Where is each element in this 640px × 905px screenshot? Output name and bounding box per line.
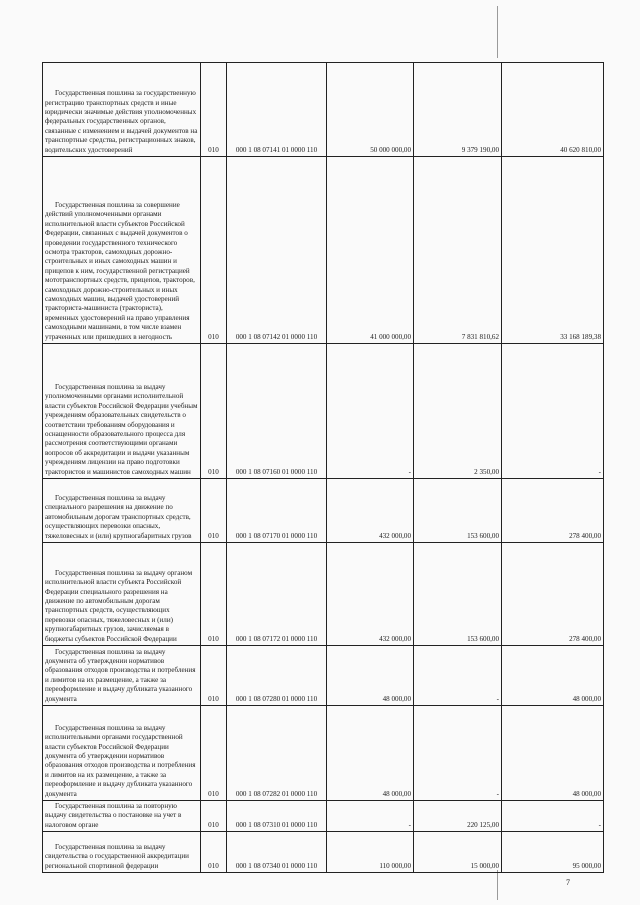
revenue-name: Государственная пошлина за повторную выдачу свидетельства о постановке на учет в налоговом органе: [45, 801, 182, 829]
revenue-code-cell: 000 1 08 07282 01 0000 110: [227, 706, 327, 801]
table-row: [43, 801, 604, 832]
table-row: [43, 157, 604, 344]
approved-amount-cell: -: [327, 801, 414, 832]
revenue-code-cell: 000 1 08 07142 01 0000 110: [227, 157, 327, 344]
table-row: [43, 63, 604, 157]
revenue-name-cell: [43, 801, 201, 832]
unexecuted-amount-cell: 95 000,00: [502, 832, 604, 873]
scan-artifact-line: [497, 870, 498, 900]
revenue-name: Государственная пошлина за выдачу документа об утверждении нормативов образования отходов производства и потребления и лимитов на их размещение, а также за переоформление и выдачу дубликата указанного документа: [45, 647, 196, 703]
table-row: [43, 344, 604, 479]
revenue-code-cell: 000 1 08 07172 01 0000 110: [227, 543, 327, 646]
executed-amount-cell: 153 600,00: [414, 543, 502, 646]
line-code-cell: 010: [201, 157, 227, 344]
approved-amount-cell: 41 000 000,00: [327, 157, 414, 344]
line-code-cell: 010: [201, 646, 227, 706]
executed-amount-cell: 153 600,00: [414, 479, 502, 543]
revenue-name: Государственная пошлина за выдачу исполнительными органами государственной власти субъектов Российской Федерации документа об утверждении нормативов образования отходов производства и потребления и лимитов на их размещение, а также за переоформление и выдачу дубликата указанного документа: [45, 723, 196, 798]
revenue-name: Государственная пошлина за выдачу органом исполнительной власти субъекта Российской Федерации специального разрешения на движение по автомобильным дорогам транспортных средств, осуществляющих перевозки опасных, тяжеловесных и (или) крупногабаритных грузов, зачисляемая в бюджеты субъектов Российской Федерации: [45, 568, 193, 643]
revenue-name: Государственная пошлина за государственную регистрацию транспортных средств и иные юридически значимые действия уполномоченных федеральных государственных органов, связанные с изменением и выдачей документов на транспортные средства, регистрационных знаков, водительских удостоверений: [45, 89, 198, 154]
executed-amount-cell: 15 000,00: [414, 832, 502, 873]
revenue-name-cell: [43, 646, 201, 706]
executed-amount-cell: 220 125,00: [414, 801, 502, 832]
page-number: 7: [566, 878, 570, 887]
revenue-code-cell: 000 1 08 07141 01 0000 110: [227, 63, 327, 157]
revenue-name-cell: [43, 157, 201, 344]
approved-amount-cell: -: [327, 344, 414, 479]
executed-amount-cell: -: [414, 646, 502, 706]
line-code-cell: 010: [201, 801, 227, 832]
revenue-code-cell: 000 1 08 07310 01 0000 110: [227, 801, 327, 832]
executed-amount-cell: 2 350,00: [414, 344, 502, 479]
unexecuted-amount-cell: 48 000,00: [502, 646, 604, 706]
revenue-name: Государственная пошлина за совершение действий уполномоченными органами исполнительной власти субъектов Российской Федерации, связанных с выдачей документов о проведении государственного технического осмотра тракторов, самоходных дорожно-строительных и иных самоходных машин и прицепов к ним, государственной регистрацией мототранспортных средств, прицепов, тракторов, самоходных дорожно-строительных и иных самоходных машин, выдачей удостоверений тракториста-машиниста (тракториста), временных удостоверений на право управления самоходными машинами, в том числе взамен утраченных или пришедших в негодность: [45, 200, 195, 341]
line-code-cell: 010: [201, 479, 227, 543]
approved-amount-cell: 432 000,00: [327, 543, 414, 646]
line-code-cell: 010: [201, 63, 227, 157]
revenue-name: Государственная пошлина за выдачу специального разрешения на движение по автомобильным дорогам транспортных средств, осуществляющих перевозки опасных, тяжеловесных и (или) крупногабаритных грузов: [45, 493, 192, 540]
executed-amount-cell: 9 379 190,00: [414, 63, 502, 157]
line-code-cell: 010: [201, 344, 227, 479]
approved-amount-cell: 50 000 000,00: [327, 63, 414, 157]
table-row: [43, 706, 604, 801]
table-row: [43, 479, 604, 543]
unexecuted-amount-cell: -: [502, 801, 604, 832]
revenue-name-cell: [43, 479, 201, 543]
revenue-code-cell: 000 1 08 07160 01 0000 110: [227, 344, 327, 479]
approved-amount-cell: 48 000,00: [327, 706, 414, 801]
revenue-name-cell: [43, 543, 201, 646]
revenue-name-cell: [43, 63, 201, 157]
unexecuted-amount-cell: -: [502, 344, 604, 479]
revenue-name-cell: [43, 832, 201, 873]
approved-amount-cell: 432 000,00: [327, 479, 414, 543]
revenue-name-cell: [43, 706, 201, 801]
revenue-name: Государственная пошлина за выдачу свидетельства о государственной аккредитации региональной спортивной федерации: [45, 842, 189, 870]
line-code-cell: 010: [201, 706, 227, 801]
line-code-cell: 010: [201, 832, 227, 873]
revenue-name: Государственная пошлина за выдачу уполномоченными органами исполнительной власти субъектов Российской Федерации учебным учреждениям образовательных свидетельств о соответствии требованиям оборудования и оснащенности образовательного процесса для рассмотрения соответствующими органами вопросов об аккредитации и выдачи указанным учреждениям лицензии на право подготовки трактористов и машинистов самоходных машин: [45, 382, 198, 476]
revenue-code-cell: 000 1 08 07170 01 0000 110: [227, 479, 327, 543]
executed-amount-cell: -: [414, 706, 502, 801]
unexecuted-amount-cell: 278 400,00: [502, 479, 604, 543]
line-code-cell: 010: [201, 543, 227, 646]
table-row: [43, 543, 604, 646]
revenue-name-cell: [43, 344, 201, 479]
table-row: [43, 646, 604, 706]
approved-amount-cell: 48 000,00: [327, 646, 414, 706]
revenue-code-cell: 000 1 08 07340 01 0000 110: [227, 832, 327, 873]
unexecuted-amount-cell: 40 620 810,00: [502, 63, 604, 157]
unexecuted-amount-cell: 278 400,00: [502, 543, 604, 646]
unexecuted-amount-cell: 48 000,00: [502, 706, 604, 801]
unexecuted-amount-cell: 33 168 189,38: [502, 157, 604, 344]
scan-artifact-line: [497, 6, 498, 58]
executed-amount-cell: 7 831 810,62: [414, 157, 502, 344]
table-row: [43, 832, 604, 873]
revenue-table: [42, 62, 604, 873]
approved-amount-cell: 110 000,00: [327, 832, 414, 873]
revenue-code-cell: 000 1 08 07280 01 0000 110: [227, 646, 327, 706]
